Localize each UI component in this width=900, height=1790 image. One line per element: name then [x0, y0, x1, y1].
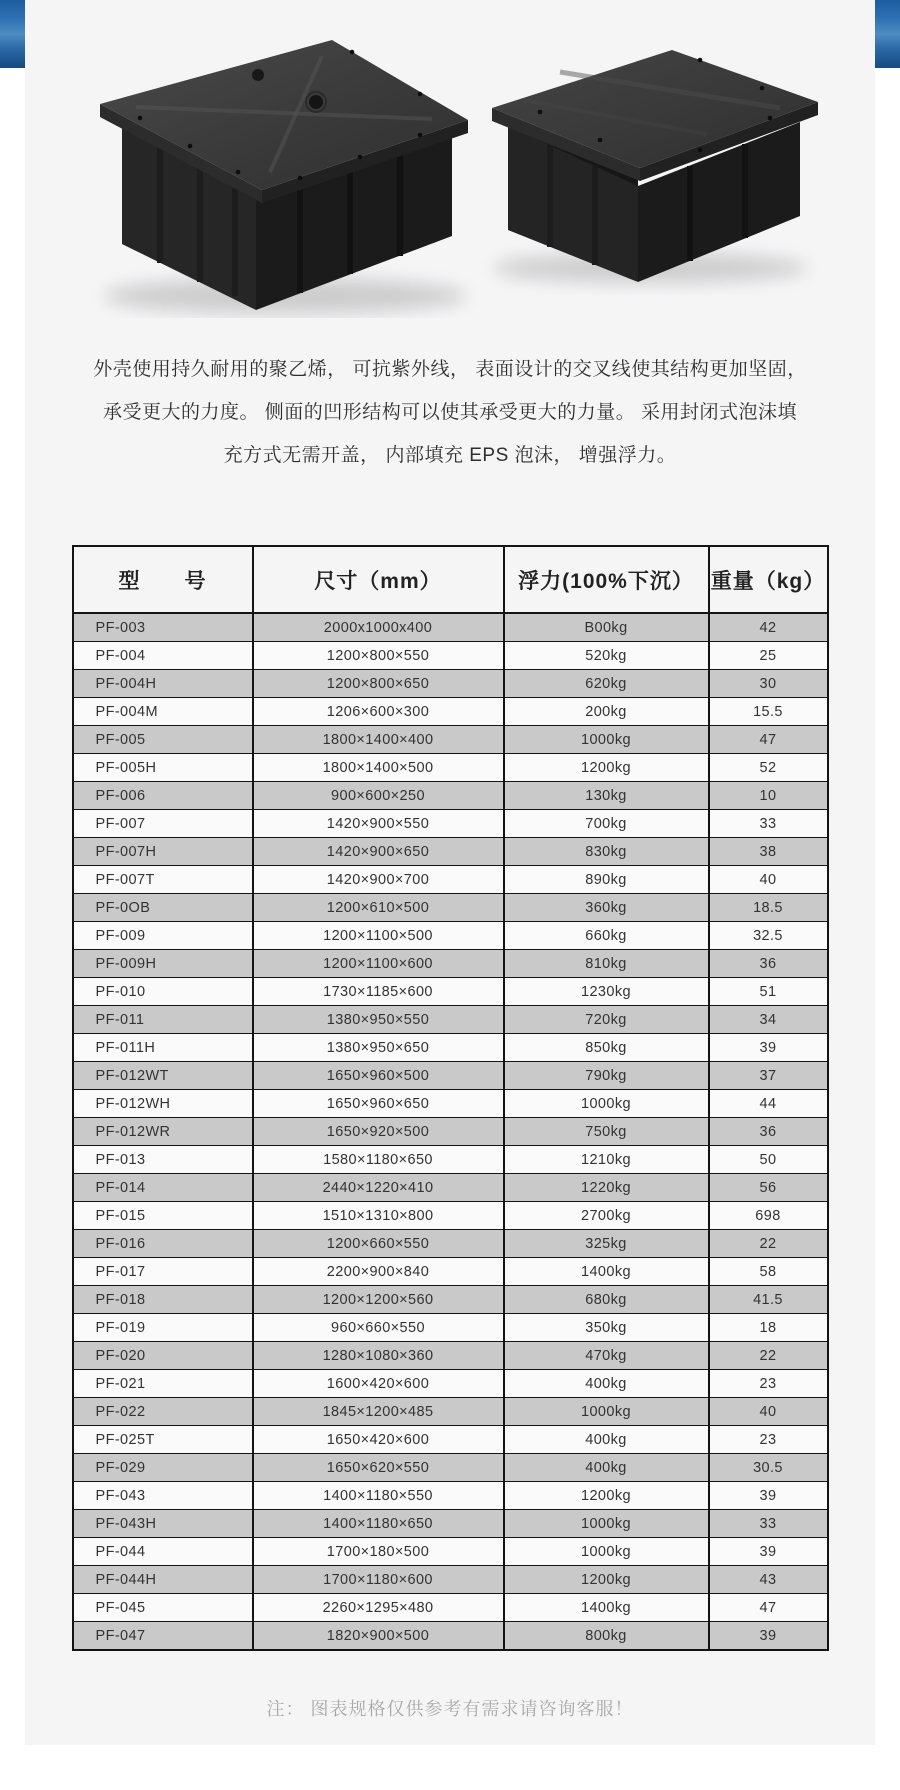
blue-banner-edge-right	[875, 0, 900, 68]
cell-buoyancy: B00kg	[504, 613, 709, 642]
table-row	[73, 894, 828, 922]
cell-size: 1650×960×650	[253, 1090, 504, 1118]
cell-weight: 40	[709, 866, 828, 894]
cell-weight: 42	[709, 613, 828, 642]
cell-weight: 41.5	[709, 1286, 828, 1314]
cell-size: 900×600×250	[253, 782, 504, 810]
cell-size: 1400×1180×650	[253, 1510, 504, 1538]
table-row	[73, 698, 828, 726]
cell-size: 1510×1310×800	[253, 1202, 504, 1230]
table-row	[73, 1454, 828, 1482]
cell-model: PF-025T	[73, 1426, 253, 1454]
cell-buoyancy: 700kg	[504, 810, 709, 838]
cell-model: PF-015	[73, 1202, 253, 1230]
table-row	[73, 1090, 828, 1118]
cell-size: 1200×1100×500	[253, 922, 504, 950]
table-row	[73, 1370, 828, 1398]
cell-buoyancy: 1210kg	[504, 1146, 709, 1174]
cell-buoyancy: 130kg	[504, 782, 709, 810]
cell-model: PF-005	[73, 726, 253, 754]
table-row	[73, 922, 828, 950]
col-header-size: 尺寸（mm）	[253, 546, 504, 613]
cell-size: 1800×1400×500	[253, 754, 504, 782]
cell-model: PF-012WR	[73, 1118, 253, 1146]
blue-banner-edge-left	[0, 0, 25, 68]
cell-buoyancy: 750kg	[504, 1118, 709, 1146]
cell-buoyancy: 1000kg	[504, 1398, 709, 1426]
table-row	[73, 1426, 828, 1454]
cell-size: 1650×420×600	[253, 1426, 504, 1454]
cell-size: 2200×900×840	[253, 1258, 504, 1286]
table-row	[73, 1594, 828, 1622]
cell-buoyancy: 1200kg	[504, 754, 709, 782]
cell-size: 1420×900×550	[253, 810, 504, 838]
cell-size: 1400×1180×550	[253, 1482, 504, 1510]
cell-weight: 36	[709, 1118, 828, 1146]
cell-model: PF-009H	[73, 950, 253, 978]
cell-buoyancy: 400kg	[504, 1370, 709, 1398]
cell-model: PF-004	[73, 642, 253, 670]
cell-buoyancy: 520kg	[504, 642, 709, 670]
cell-size: 1845×1200×485	[253, 1398, 504, 1426]
description-line: 外壳使用持久耐用的聚乙烯， 可抗紫外线， 表面设计的交叉线使其结构更加坚固，	[93, 359, 807, 380]
content-card	[25, 0, 875, 1745]
cell-weight: 25	[709, 642, 828, 670]
pontoon-image-left	[100, 40, 468, 314]
cell-size: 2000x1000x400	[253, 613, 504, 642]
cell-buoyancy: 800kg	[504, 1622, 709, 1651]
cell-weight: 39	[709, 1034, 828, 1062]
cell-buoyancy: 790kg	[504, 1062, 709, 1090]
cell-model: PF-0OB	[73, 894, 253, 922]
cell-model: PF-011	[73, 1006, 253, 1034]
cell-model: PF-009	[73, 922, 253, 950]
cell-buoyancy: 1000kg	[504, 726, 709, 754]
cell-size: 1200×800×550	[253, 642, 504, 670]
table-row	[73, 838, 828, 866]
cell-weight: 39	[709, 1538, 828, 1566]
table-row	[73, 810, 828, 838]
cell-weight: 22	[709, 1230, 828, 1258]
cell-size: 1200×660×550	[253, 1230, 504, 1258]
cell-model: PF-007	[73, 810, 253, 838]
cell-size: 1280×1080×360	[253, 1342, 504, 1370]
table-row	[73, 613, 828, 642]
cell-weight: 30	[709, 670, 828, 698]
cell-weight: 47	[709, 1594, 828, 1622]
cell-size: 960×660×550	[253, 1314, 504, 1342]
cell-buoyancy: 1000kg	[504, 1090, 709, 1118]
cell-buoyancy: 830kg	[504, 838, 709, 866]
cell-model: PF-043H	[73, 1510, 253, 1538]
table-row	[73, 754, 828, 782]
cell-model: PF-014	[73, 1174, 253, 1202]
table-row	[73, 1006, 828, 1034]
table-row	[73, 726, 828, 754]
cell-model: PF-022	[73, 1398, 253, 1426]
table-row	[73, 1118, 828, 1146]
cell-buoyancy: 1000kg	[504, 1510, 709, 1538]
cell-weight: 43	[709, 1566, 828, 1594]
cell-weight: 52	[709, 754, 828, 782]
cell-model: PF-005H	[73, 754, 253, 782]
cell-model: PF-047	[73, 1622, 253, 1651]
table-row	[73, 1230, 828, 1258]
table-row	[73, 1510, 828, 1538]
cell-buoyancy: 1200kg	[504, 1566, 709, 1594]
cell-size: 1206×600×300	[253, 698, 504, 726]
hero-product-images	[25, 0, 875, 318]
cell-weight: 30.5	[709, 1454, 828, 1482]
table-row	[73, 1146, 828, 1174]
cell-weight: 18.5	[709, 894, 828, 922]
cell-model: PF-012WH	[73, 1090, 253, 1118]
cell-model: PF-044	[73, 1538, 253, 1566]
pontoon-photos-svg	[25, 0, 875, 318]
cell-buoyancy: 850kg	[504, 1034, 709, 1062]
cell-buoyancy: 325kg	[504, 1230, 709, 1258]
table-row	[73, 866, 828, 894]
col-header-weight: 重量（kg）	[709, 546, 828, 613]
cell-buoyancy: 680kg	[504, 1286, 709, 1314]
product-description	[60, 348, 840, 477]
cell-buoyancy: 1400kg	[504, 1594, 709, 1622]
table-row	[73, 1342, 828, 1370]
cell-buoyancy: 400kg	[504, 1454, 709, 1482]
cell-size: 1420×900×650	[253, 838, 504, 866]
cell-size: 2440×1220×410	[253, 1174, 504, 1202]
cell-model: PF-043	[73, 1482, 253, 1510]
cell-buoyancy: 1400kg	[504, 1258, 709, 1286]
cell-weight: 39	[709, 1622, 828, 1651]
table-row	[73, 1538, 828, 1566]
cell-model: PF-045	[73, 1594, 253, 1622]
cell-size: 1200×1200×560	[253, 1286, 504, 1314]
cell-size: 1380×950×650	[253, 1034, 504, 1062]
table-row	[73, 1034, 828, 1062]
cell-weight: 44	[709, 1090, 828, 1118]
table-row	[73, 1258, 828, 1286]
cell-weight: 698	[709, 1202, 828, 1230]
cell-weight: 23	[709, 1370, 828, 1398]
cell-model: PF-020	[73, 1342, 253, 1370]
table-row	[73, 1286, 828, 1314]
cell-model: PF-012WT	[73, 1062, 253, 1090]
cell-weight: 38	[709, 838, 828, 866]
cell-size: 1700×1180×600	[253, 1566, 504, 1594]
cell-size: 1650×920×500	[253, 1118, 504, 1146]
cell-weight: 33	[709, 1510, 828, 1538]
table-row	[73, 1482, 828, 1510]
cell-model: PF-004H	[73, 670, 253, 698]
cell-buoyancy: 1220kg	[504, 1174, 709, 1202]
table-row	[73, 1062, 828, 1090]
cell-buoyancy: 470kg	[504, 1342, 709, 1370]
cell-size: 1380×950×550	[253, 1006, 504, 1034]
cell-model: PF-004M	[73, 698, 253, 726]
cell-model: PF-003	[73, 613, 253, 642]
table-row	[73, 1202, 828, 1230]
cell-buoyancy: 2700kg	[504, 1202, 709, 1230]
cell-model: PF-021	[73, 1370, 253, 1398]
table-row	[73, 978, 828, 1006]
cell-size: 2260×1295×480	[253, 1594, 504, 1622]
cell-model: PF-007T	[73, 866, 253, 894]
pontoon-image-right	[492, 50, 818, 283]
cell-weight: 15.5	[709, 698, 828, 726]
cell-weight: 32.5	[709, 922, 828, 950]
cell-weight: 50	[709, 1146, 828, 1174]
cell-size: 1200×800×650	[253, 670, 504, 698]
spec-table	[72, 545, 829, 1651]
cell-buoyancy: 360kg	[504, 894, 709, 922]
cell-buoyancy: 400kg	[504, 1426, 709, 1454]
cell-size: 1800×1400×400	[253, 726, 504, 754]
cell-size: 1420×900×700	[253, 866, 504, 894]
cell-buoyancy: 350kg	[504, 1314, 709, 1342]
table-row	[73, 1174, 828, 1202]
cell-buoyancy: 720kg	[504, 1006, 709, 1034]
table-row	[73, 1314, 828, 1342]
table-row	[73, 950, 828, 978]
cell-weight: 51	[709, 978, 828, 1006]
cell-size: 1200×610×500	[253, 894, 504, 922]
table-row	[73, 1566, 828, 1594]
cell-size: 1200×1100×600	[253, 950, 504, 978]
cell-size: 1820×900×500	[253, 1622, 504, 1651]
cell-buoyancy: 810kg	[504, 950, 709, 978]
cell-weight: 33	[709, 810, 828, 838]
cell-weight: 23	[709, 1426, 828, 1454]
cell-size: 1650×620×550	[253, 1454, 504, 1482]
table-header-row	[73, 546, 828, 613]
col-header-buoyancy: 浮力(100%下沉）	[504, 546, 709, 613]
cell-buoyancy: 620kg	[504, 670, 709, 698]
cell-buoyancy: 1200kg	[504, 1482, 709, 1510]
cell-model: PF-011H	[73, 1034, 253, 1062]
cell-model: PF-018	[73, 1286, 253, 1314]
cell-buoyancy: 660kg	[504, 922, 709, 950]
cell-size: 1700×180×500	[253, 1538, 504, 1566]
cell-model: PF-007H	[73, 838, 253, 866]
table-row	[73, 1622, 828, 1651]
cell-weight: 22	[709, 1342, 828, 1370]
cell-weight: 34	[709, 1006, 828, 1034]
cell-size: 1730×1185×600	[253, 978, 504, 1006]
table-row	[73, 1398, 828, 1426]
col-header-model: 型 号	[73, 546, 253, 613]
description-line: 充方式无需开盖， 内部填充 EPS 泡沫， 增强浮力。	[223, 445, 677, 466]
cell-buoyancy: 890kg	[504, 866, 709, 894]
description-line: 承受更大的力度。 侧面的凹形结构可以使其承受更大的力量。 采用封闭式泡沫填	[102, 402, 798, 423]
footer-note: 注： 图表规格仅供参考有需求请咨询客服！	[266, 1699, 634, 1719]
cell-model: PF-013	[73, 1146, 253, 1174]
cell-weight: 40	[709, 1398, 828, 1426]
cell-buoyancy: 1230kg	[504, 978, 709, 1006]
cell-weight: 56	[709, 1174, 828, 1202]
cell-weight: 47	[709, 726, 828, 754]
cell-weight: 10	[709, 782, 828, 810]
cell-weight: 37	[709, 1062, 828, 1090]
cell-size: 1650×960×500	[253, 1062, 504, 1090]
table-row	[73, 670, 828, 698]
spec-table-body	[73, 613, 828, 1650]
cell-weight: 58	[709, 1258, 828, 1286]
cell-buoyancy: 1000kg	[504, 1538, 709, 1566]
cell-model: PF-044H	[73, 1566, 253, 1594]
cell-model: PF-010	[73, 978, 253, 1006]
table-row	[73, 642, 828, 670]
cell-size: 1580×1180×650	[253, 1146, 504, 1174]
cell-size: 1600×420×600	[253, 1370, 504, 1398]
cell-model: PF-006	[73, 782, 253, 810]
table-row	[73, 782, 828, 810]
cell-model: PF-019	[73, 1314, 253, 1342]
cell-model: PF-029	[73, 1454, 253, 1482]
cell-buoyancy: 200kg	[504, 698, 709, 726]
cell-model: PF-016	[73, 1230, 253, 1258]
cell-weight: 18	[709, 1314, 828, 1342]
cell-weight: 39	[709, 1482, 828, 1510]
cell-model: PF-017	[73, 1258, 253, 1286]
cell-weight: 36	[709, 950, 828, 978]
